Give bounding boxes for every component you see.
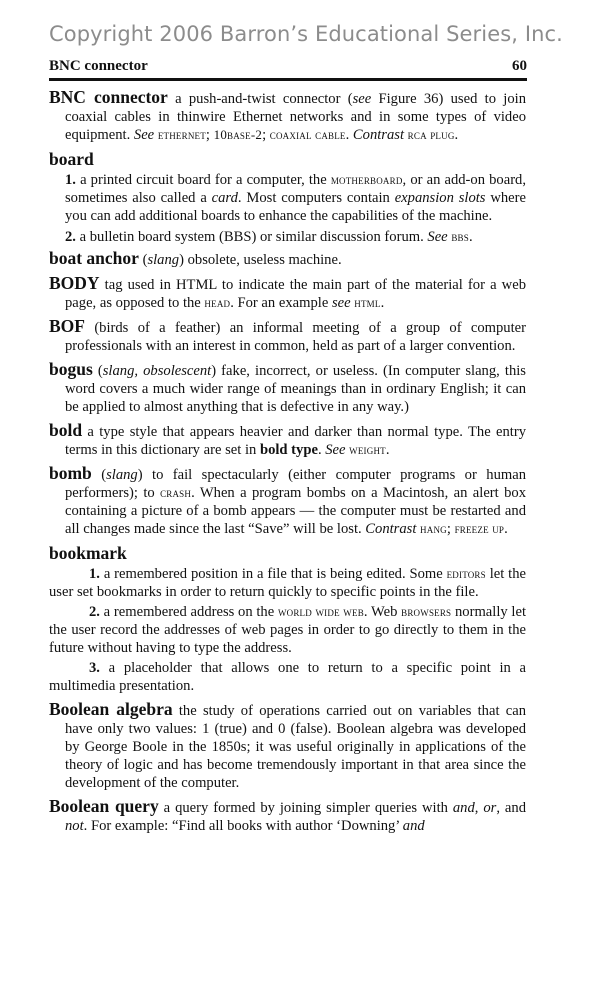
- cross-reference: 10base-2: [213, 127, 263, 142]
- headword: boat anchor: [49, 248, 139, 268]
- headword: board: [49, 149, 94, 169]
- sense-2: 2. a bulletin board system (BBS) or similar discussion forum. See bbs.: [65, 229, 473, 245]
- cross-reference: bbs: [451, 229, 469, 244]
- sense-2: 2. a remembered address on the world wide web. Web browsers normally let the user record the addresses of web pages in order to go directly to them in the future without having to type the address.: [49, 604, 527, 656]
- running-head: [49, 58, 527, 75]
- cross-reference: crash: [160, 485, 192, 500]
- cross-reference: head: [204, 295, 231, 310]
- cross-reference: coaxial cable: [269, 127, 346, 142]
- cross-reference: hang: [420, 521, 447, 536]
- cross-reference: browsers: [401, 604, 452, 619]
- entry-boat-anchor: boat anchor (slang) obsolete, useless machine.: [49, 248, 342, 268]
- cross-reference: freeze up: [454, 521, 505, 536]
- entries-column: [49, 88, 526, 840]
- cross-reference: html: [354, 295, 381, 310]
- entry-bnc-connector: BNC connector a push-and-twist connector (see Figure 36) used to join coaxial cables in thinwire Ethernet networks and in some types of video equipment. See ethernet; 10base-2; coaxial cable. Contrast rca plug.: [49, 87, 526, 143]
- headword: BODY: [49, 273, 100, 293]
- sense-3: 3. a placeholder that allows one to return to a specific point in a multimedia presentation.: [49, 660, 526, 694]
- headword: bogus: [49, 359, 93, 379]
- headword: BNC connector: [49, 87, 168, 107]
- header-rule: [49, 78, 527, 81]
- entry-bomb: bomb (slang) to fail spectacularly (either computer programs or human performers); to crash. When a program bombs on a Macintosh, an alert box containing a picture of a bomb appears — the computer must be restarted and all changes made since the last “Save” will be lost. Contrast hang; freeze up.: [49, 463, 526, 537]
- sense-1: 1. a remembered position in a file that is being edited. Some editors let the user set bookmarks in order to return quickly to specific points in the file.: [49, 566, 526, 600]
- headword: bookmark: [49, 543, 127, 563]
- copyright-notice: Copyright 2006 Barron’s Educational Series, Inc.: [49, 22, 563, 46]
- page-number: 60: [512, 58, 527, 74]
- entry-body: BODY tag used in HTML to indicate the main part of the material for a web page, as opposed to the head. For an example see html.: [49, 273, 526, 311]
- entry-bold: bold a type style that appears heavier and darker than normal type. The entry terms in this dictionary are set in bold type. See weight.: [49, 420, 526, 458]
- cross-reference: weight: [349, 442, 386, 457]
- cross-reference: editors: [446, 566, 486, 581]
- cross-reference: world wide web: [277, 604, 364, 619]
- entry-boolean-algebra: Boolean algebra the study of operations carried out on variables that can have only two values: 1 (true) and 0 (false). Boolean algebra was developed by George Boole in the 1850s; it was useful originally in applications of the theory of logic and has become tremendously important in that area since the development of the computer.: [49, 699, 526, 791]
- cross-reference: rca plug: [407, 127, 455, 142]
- headword: Boolean query: [49, 796, 159, 816]
- headword: bold: [49, 420, 83, 440]
- entry-boolean-query: Boolean query a query formed by joining simpler queries with and, or, and not. For example: “Find all books with author ‘Downing’ and: [49, 796, 526, 834]
- running-head-term: BNC connector: [49, 58, 148, 74]
- headword: Boolean algebra: [49, 699, 173, 719]
- headword: BOF: [49, 316, 85, 336]
- entry-bogus: bogus (slang, obsolescent) fake, incorrect, or useless. (In computer slang, this word covers a much wider range of meanings than in ordinary English; it can be applied to almost anything that is defective in any way.): [49, 359, 526, 415]
- cross-reference: ethernet: [157, 127, 206, 142]
- entry-bookmark: [49, 543, 526, 695]
- entry-bof: BOF (birds of a feather) an informal meeting of a group of computer professionals with an interest in common, held as part of a larger convention.: [49, 316, 526, 354]
- sense-1: 1. a printed circuit board for a computer, the motherboard, or an add-on board, sometimes also called a card. Most computers contain expansion slots where you can add additional boards to enhance the capabilities of the machine.: [65, 172, 526, 224]
- entry-board: [49, 149, 526, 246]
- headword: bomb: [49, 463, 92, 483]
- cross-reference: motherboard: [330, 172, 403, 187]
